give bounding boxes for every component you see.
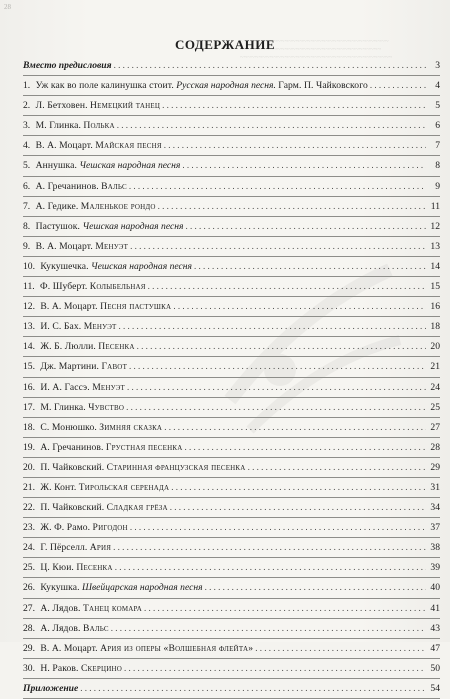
toc-page-number: 16 bbox=[430, 301, 440, 313]
toc-page-number: 18 bbox=[430, 321, 440, 333]
dot-leader bbox=[205, 578, 426, 597]
dot-leader bbox=[185, 438, 426, 457]
toc-entry-number: 7. bbox=[23, 200, 31, 212]
toc-page-number: 13 bbox=[430, 240, 440, 252]
toc-entry-number: 16. bbox=[23, 381, 35, 393]
toc-page-number: 34 bbox=[430, 502, 440, 514]
toc-entry-piece: Менуэт bbox=[92, 381, 126, 393]
toc-entry bbox=[23, 498, 440, 518]
toc-entry-author: А. Гречанинов. bbox=[35, 180, 99, 192]
toc-entry bbox=[23, 257, 440, 277]
toc-entry-author: М. Глинка. bbox=[35, 120, 81, 132]
toc-entry bbox=[23, 599, 440, 619]
toc-entry bbox=[23, 659, 440, 679]
dot-leader bbox=[171, 478, 426, 497]
toc-entry-number: 1. bbox=[23, 80, 31, 92]
toc-entry-title bbox=[23, 96, 160, 115]
toc-entry-title bbox=[23, 498, 168, 517]
toc-entry-piece: Тирольская серенада bbox=[78, 481, 170, 493]
toc-entry-author: А. Гедике. bbox=[35, 200, 79, 212]
toc-entry-title bbox=[23, 217, 183, 236]
toc-entry bbox=[23, 418, 440, 438]
dot-leader bbox=[127, 378, 426, 397]
toc-entry-number: 18. bbox=[23, 421, 35, 433]
toc-entry-piece: Песня пастушка bbox=[100, 301, 172, 313]
toc-entry bbox=[23, 96, 440, 116]
toc-section-label: Приложение bbox=[23, 682, 79, 694]
toc-entry-number: 3. bbox=[23, 120, 31, 132]
toc-entry-piece: Ригодон bbox=[92, 522, 128, 534]
toc-entry-author: Ж. Ф. Рамо. bbox=[40, 522, 91, 534]
dot-leader bbox=[144, 599, 426, 618]
toc-entry-author: С. Монюшко. bbox=[40, 421, 97, 433]
toc-page-number: 37 bbox=[430, 522, 440, 534]
toc-page-number: 15 bbox=[430, 281, 440, 293]
toc-entry-author: А. Лядов. bbox=[40, 602, 81, 614]
toc-entry bbox=[23, 357, 440, 377]
toc-page-number: 47 bbox=[430, 642, 440, 654]
toc-entry-title bbox=[23, 297, 171, 316]
toc-entry-piece: Маленькое рондо bbox=[80, 200, 156, 212]
page-title: СОДЕРЖАНИЕ bbox=[174, 37, 276, 52]
toc-entry-piece: Майская песня bbox=[95, 140, 162, 152]
dot-leader bbox=[129, 357, 426, 376]
toc-entry-title bbox=[23, 76, 368, 95]
toc-entry-title bbox=[23, 418, 162, 437]
toc-page-number: 24 bbox=[430, 381, 440, 393]
toc-entry-author: Пастушок. bbox=[35, 220, 81, 232]
toc-entry-number: 17. bbox=[23, 401, 35, 413]
toc-entry-author: Ж. Б. Люлли. bbox=[40, 341, 96, 353]
toc-entry-title bbox=[23, 438, 183, 457]
toc-entry-author: Н. Раков. bbox=[40, 662, 79, 674]
dot-leader bbox=[113, 538, 426, 557]
toc-page-number: 43 bbox=[430, 622, 440, 634]
dot-leader bbox=[130, 518, 426, 537]
toc-entry-author: А. Гречанинов. bbox=[40, 441, 104, 453]
toc-entry bbox=[23, 558, 440, 578]
toc-entry bbox=[23, 438, 440, 458]
toc-entry bbox=[23, 156, 440, 176]
toc-entry bbox=[23, 337, 440, 357]
toc-entry-arrangement: Гарм. П. Чайковского bbox=[278, 80, 368, 92]
toc-entry-number: 30. bbox=[23, 662, 35, 674]
toc-entry-author: Дж. Мартини. bbox=[40, 361, 100, 373]
toc-entry-piece: Ария из оперы «Волшебная флейта» bbox=[100, 642, 254, 654]
toc-entry-title bbox=[23, 659, 122, 678]
toc-entry-author: Ц. Кюи. bbox=[40, 562, 74, 574]
toc-page-number: 31 bbox=[430, 481, 440, 493]
toc-entry-author: А. Лядов. bbox=[40, 622, 81, 634]
toc-section-label: Вместо предисловия bbox=[23, 60, 112, 71]
dot-leader bbox=[194, 257, 426, 276]
dot-leader bbox=[130, 237, 426, 256]
toc-entry-number: 19. bbox=[23, 441, 35, 453]
toc-entry-title bbox=[23, 398, 124, 417]
toc-entry-author: И. А. Гассэ. bbox=[40, 381, 90, 393]
toc-entry bbox=[23, 116, 440, 136]
toc-entry-number: 27. bbox=[23, 602, 35, 614]
toc-entry-title bbox=[23, 136, 162, 155]
toc-page-number: 54 bbox=[430, 682, 440, 694]
toc-entry-author: Л. Бетховен. bbox=[35, 100, 88, 112]
toc-entry bbox=[23, 478, 440, 498]
toc-entry-piece: Менуэт bbox=[95, 240, 129, 252]
toc-entry-title bbox=[23, 518, 128, 537]
toc-entry-title bbox=[23, 337, 135, 356]
toc-entry-number: 11. bbox=[23, 281, 35, 293]
toc-entry bbox=[23, 378, 440, 398]
dot-leader bbox=[370, 76, 426, 95]
toc-entry-number: 22. bbox=[23, 502, 35, 514]
toc-page-number: 21 bbox=[430, 361, 440, 373]
toc-page-number: 25 bbox=[430, 401, 440, 413]
dot-leader bbox=[148, 277, 426, 296]
toc-entry-author: Аннушка. bbox=[35, 160, 77, 172]
toc-page-number: 11 bbox=[430, 200, 440, 212]
toc-entry-title bbox=[23, 177, 127, 196]
toc-entry-title bbox=[23, 578, 203, 597]
toc-page-number: 3 bbox=[435, 60, 440, 71]
toc-page-number: 28 bbox=[430, 441, 440, 453]
toc-entry-piece: Ария bbox=[89, 542, 112, 554]
toc-entry bbox=[23, 578, 440, 598]
toc-entry-number: 25. bbox=[23, 562, 35, 574]
toc-entry-number: 15. bbox=[23, 361, 35, 373]
dot-leader bbox=[248, 458, 426, 477]
show-through-text: ~~~~~~~~~~~~~~~~~~~~~~~~~~~~~~~~~~~~~~~~ ~~~~~~~~~~~~~~~~~~~~~~~~~~~~~~~~~~~~~~ ~~~~~~~~~~~~~~~~~~~~~~~~~~~~~~~~~~~~~~~~~ bbox=[240, 38, 393, 61]
toc-entry bbox=[23, 297, 440, 317]
toc-entry-number: 2. bbox=[23, 100, 31, 112]
toc-entry-title bbox=[23, 357, 127, 376]
toc-entry-author: Уж как во поле калинушка стоит. bbox=[35, 80, 174, 92]
toc-entry-title bbox=[23, 317, 117, 336]
toc-entry-piece: Старинная французская песенка bbox=[106, 461, 246, 473]
dot-leader bbox=[80, 679, 426, 698]
toc-entry-title bbox=[23, 56, 112, 75]
toc-page-number: 12 bbox=[430, 220, 440, 232]
toc-entry-genre: Чешская народная песня bbox=[82, 220, 184, 232]
toc-entry-title bbox=[23, 619, 109, 638]
toc-entry-title bbox=[23, 277, 146, 296]
toc-entry-number: 14. bbox=[23, 341, 35, 353]
toc-entry-title bbox=[23, 478, 169, 497]
toc-entry-piece: Гавот bbox=[101, 361, 128, 373]
toc-entry-genre: Русская народная песня. bbox=[176, 80, 276, 92]
toc-entry-piece: Вальс bbox=[82, 622, 109, 634]
toc-page-number: 4 bbox=[435, 80, 440, 92]
toc-entry-number: 23. bbox=[23, 522, 35, 534]
toc-entry bbox=[23, 398, 440, 418]
dot-leader bbox=[137, 337, 426, 356]
toc-entry-title bbox=[23, 116, 115, 135]
toc-page-number: 39 bbox=[430, 562, 440, 574]
toc-page-number: 7 bbox=[435, 140, 440, 152]
toc-entry-piece: Чувство bbox=[88, 401, 125, 413]
toc-entry-piece: Менуэт bbox=[83, 321, 117, 333]
toc-entry-title bbox=[23, 458, 246, 477]
toc-entry-title bbox=[23, 156, 180, 175]
toc-entry-number: 21. bbox=[23, 481, 35, 493]
table-of-contents bbox=[23, 56, 440, 699]
toc-entry-piece: Песенка bbox=[76, 562, 113, 574]
toc-page-number: 14 bbox=[430, 260, 440, 272]
toc-entry-number: 28. bbox=[23, 622, 35, 634]
toc-page-number: 5 bbox=[435, 100, 440, 112]
dot-leader bbox=[111, 619, 426, 638]
toc-entry-piece: Вальс bbox=[101, 180, 127, 192]
toc-entry-number: 24. bbox=[23, 542, 35, 554]
toc-entry-number: 5. bbox=[23, 160, 31, 172]
toc-entry bbox=[23, 538, 440, 558]
toc-entry-author: В. А. Моцарт. bbox=[35, 140, 93, 152]
toc-entry-piece: Полька bbox=[83, 120, 115, 132]
toc-entry-number: 29. bbox=[23, 642, 35, 654]
dot-leader bbox=[182, 156, 426, 175]
toc-entry-author: М. Глинка. bbox=[40, 401, 86, 413]
toc-page-number: 27 bbox=[430, 421, 440, 433]
toc-entry bbox=[23, 56, 440, 76]
toc-entry-number: 4. bbox=[23, 140, 31, 152]
dot-leader bbox=[117, 116, 426, 135]
toc-entry-title bbox=[23, 378, 125, 397]
dot-leader bbox=[185, 217, 426, 236]
toc-entry-piece: Танец комара bbox=[82, 602, 142, 614]
dot-leader bbox=[164, 418, 426, 437]
dot-leader bbox=[170, 498, 426, 517]
toc-page-number: 50 bbox=[430, 662, 440, 674]
toc-page-number: 20 bbox=[430, 341, 440, 353]
toc-entry bbox=[23, 679, 440, 699]
toc-entry-number: 12. bbox=[23, 301, 35, 313]
toc-entry-author: В. А. Моцарт. bbox=[35, 240, 93, 252]
toc-entry-title bbox=[23, 558, 113, 577]
toc-entry-author: И. С. Бах. bbox=[40, 321, 82, 333]
toc-entry bbox=[23, 136, 440, 156]
toc-entry bbox=[23, 197, 440, 217]
toc-entry-author: Кукушечка. bbox=[40, 260, 89, 272]
toc-page-number: 38 bbox=[430, 542, 440, 554]
toc-entry-title bbox=[23, 237, 128, 256]
toc-entry-number: 8. bbox=[23, 220, 31, 232]
toc-entry-author: В. А. Моцарт. bbox=[40, 301, 98, 313]
toc-entry-author: В. А. Моцарт. bbox=[40, 642, 98, 654]
dot-leader bbox=[162, 96, 426, 115]
toc-entry-piece: Песенка bbox=[98, 341, 135, 353]
toc-entry-author: Г. Пёрселл. bbox=[40, 542, 88, 554]
toc-entry-number: 6. bbox=[23, 180, 31, 192]
dot-leader bbox=[129, 177, 426, 196]
toc-entry-piece: Скерцино bbox=[80, 662, 122, 674]
toc-page-number: 8 bbox=[435, 160, 440, 172]
toc-entry-title bbox=[23, 679, 78, 698]
toc-entry bbox=[23, 518, 440, 538]
toc-entry-author: Ф. Шуберт. bbox=[40, 281, 88, 293]
toc-entry-genre: Швейцарская народная песня bbox=[81, 582, 203, 594]
toc-entry-number: 13. bbox=[23, 321, 35, 333]
toc-entry-author: П. Чайковский. bbox=[40, 461, 105, 473]
toc-entry-number: 10. bbox=[23, 260, 35, 272]
toc-entry bbox=[23, 277, 440, 297]
dot-leader bbox=[124, 659, 426, 678]
toc-page-number: 6 bbox=[435, 120, 440, 132]
dot-leader bbox=[115, 558, 426, 577]
toc-page-number: 40 bbox=[430, 582, 440, 594]
toc-entry-piece: Сладкая грёза bbox=[106, 502, 168, 514]
toc-entry-piece: Немецкий танец bbox=[89, 100, 161, 112]
toc-entry bbox=[23, 619, 440, 639]
toc-entry bbox=[23, 177, 440, 197]
toc-entry-title bbox=[23, 599, 142, 618]
toc-entry-author: Ж. Конт. bbox=[40, 481, 77, 493]
toc-entry-title bbox=[23, 197, 156, 216]
dot-leader bbox=[126, 398, 426, 417]
dot-leader bbox=[158, 197, 426, 216]
toc-entry bbox=[23, 217, 440, 237]
toc-page-number: 41 bbox=[430, 602, 440, 614]
toc-entry-author: Кукушка. bbox=[40, 582, 80, 594]
toc-entry-genre: Чешская народная песня bbox=[91, 260, 192, 272]
toc-entry-number: 20. bbox=[23, 461, 35, 473]
toc-entry-title bbox=[23, 257, 192, 276]
toc-entry-genre: Чешская народная песня bbox=[79, 160, 181, 172]
toc-entry-piece: Колыбельная bbox=[89, 281, 146, 293]
dot-leader bbox=[114, 56, 426, 75]
toc-entry bbox=[23, 317, 440, 337]
toc-entry-piece: Зимняя сказка bbox=[99, 421, 163, 433]
dot-leader bbox=[173, 297, 426, 316]
page-corner-mark: 28 bbox=[4, 3, 11, 11]
toc-entry-number: 26. bbox=[23, 582, 35, 594]
toc-entry-title bbox=[23, 538, 111, 557]
dot-leader bbox=[164, 136, 426, 155]
toc-page-number: 9 bbox=[435, 180, 440, 192]
toc-entry bbox=[23, 458, 440, 478]
toc-entry bbox=[23, 237, 440, 257]
toc-page-number: 29 bbox=[430, 461, 440, 473]
toc-entry-number: 9. bbox=[23, 240, 31, 252]
toc-entry-piece: Грустная песенка bbox=[105, 441, 183, 453]
dot-leader bbox=[119, 317, 426, 336]
toc-entry bbox=[23, 76, 440, 96]
toc-entry-author: П. Чайковский. bbox=[40, 502, 105, 514]
